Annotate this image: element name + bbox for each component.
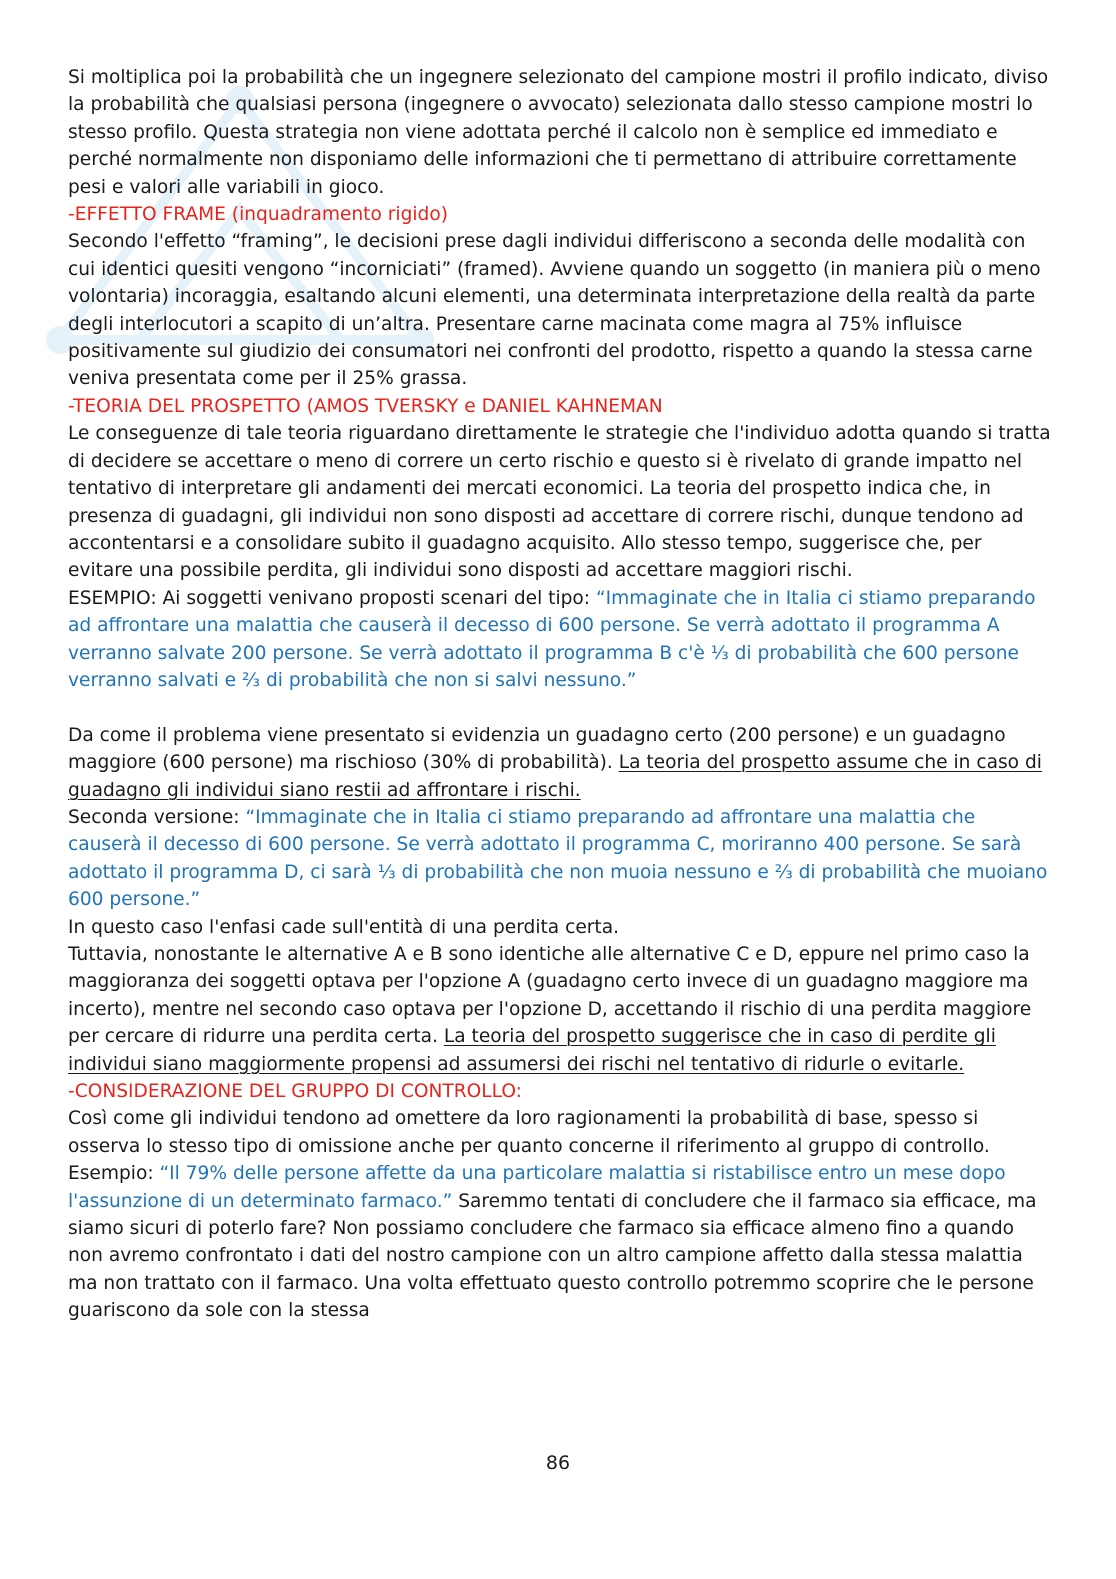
paragraph-text: Saremmo tentati di concludere che il farmaco sia efficace, ma siamo sicuri di poterlo fare? Non possiamo concludere che farmaco sia efficace almeno fino a quando non avremo confrontato i dati del nostro campione con un altro campione affetto dalla stessa malattia ma non trattato con il farmaco. Una volta effettuato questo controllo potremmo scoprire che le persone guariscono da sole con la stessa bbox=[68, 1190, 1037, 1322]
underlined-conclusion: La teoria del prospetto suggerisce che in caso di perdite gli individui siano maggiormente propensi ad assumersi dei rischi nel tentativo di ridurle o evitarle. bbox=[68, 1026, 996, 1075]
paragraph-text: Tuttavia, nonostante le alternative A e B sono identiche alle alternative C e D, eppure nel primo caso la maggioranza dei soggetti optava per l'opzione A (guadagno certo invece di un guadagno maggiore ma incerto), mentre nel secondo caso optava per l'opzione D, accettando il rischio di una perdita maggiore per cercare di ridurre una perdita certa. bbox=[68, 943, 1032, 1048]
section-heading-teoria-del-prospetto: -TEORIA DEL PROSPETTO (AMOS TVERSKY e DANIEL KAHNEMAN bbox=[68, 395, 663, 417]
paragraph: Così come gli individui tendono ad omettere da loro ragionamenti la probabilità di base, spesso si osserva lo stesso tipo di omissione anche per quanto concerne il riferimento al gruppo di controllo. bbox=[68, 1108, 990, 1157]
example-lead: ESEMPIO: Ai soggetti venivano proposti scenari del tipo: bbox=[68, 587, 596, 609]
underlined-conclusion: La teoria del prospetto assume che in caso di guadagno gli individui siano restii ad affrontare i rischi. bbox=[68, 752, 1042, 801]
example-paragraph bbox=[68, 1160, 1052, 1324]
paragraph: Secondo l'effetto “framing”, le decisioni prese dagli individui differiscono a seconda delle modalità con cui identici quesiti vengono “incorniciati” (framed). Avviene quando un soggetto (in maniera più o meno volontaria) incoraggia, esaltando alcuni elementi, una determinata interpretazione della realtà da parte degli interlocutori a scapito di un’altra. Presentare carne macinata come magra al 75% influisce positivamente sul giudizio dei consumatori nei confronti del prodotto, rispetto a quando la stessa carne veniva presentata come per il 25% grassa. bbox=[68, 231, 1041, 390]
paragraph bbox=[68, 722, 1052, 804]
second-version-paragraph bbox=[68, 804, 1052, 914]
paragraph-text: Da come il problema viene presentato si evidenzia un guadagno certo (200 persone) e un guadagno maggiore (600 persone) ma rischioso (30% di probabilità). bbox=[68, 724, 1006, 774]
paragraph: Si moltiplica poi la probabilità che un ingegnere selezionato del campione mostri il profilo indicato, diviso la probabilità che qualsiasi persona (ingegnere o avvocato) selezionata dallo stesso campione mostri lo stesso profilo. Questa strategia non viene adottata perché il calcolo non è semplice ed immediato e perché normalmente non disponiamo delle informazioni che ti permettano di attribuire correttamente pesi e valori alle variabili in gioco. bbox=[68, 67, 1049, 198]
paragraph bbox=[68, 941, 1052, 1078]
second-version-quote: “Immaginate che in Italia ci stiamo preparando ad affrontare una malattia che causerà il decesso di 600 persone. Se verrà adottato il programma C, moriranno 400 persone. Se sarà adottato il programma D, ci sarà ⅓ di probabilità che non muoia nessuno e ⅔ di probabilità che muoiano 600 persone.” bbox=[68, 806, 1048, 911]
example-quote: “Immaginate che in Italia ci stiamo preparando ad affrontare una malattia che causerà il decesso di 600 persone. Se verrà adottato il programma A verranno salvate 200 persone. Se verrà adottato il programma B c'è ⅓ di probabilità che 600 persone verranno salvati e ⅔ di probabilità che non si salvi nessuno.” bbox=[68, 587, 1036, 691]
second-version-lead: Seconda versione: bbox=[68, 806, 246, 828]
paragraph: Le conseguenze di tale teoria riguardano direttamente le strategie che l'individuo adotta quando si tratta di decidere se accettare o meno di correre un certo rischio e questo si è rivelato di grande impatto nel tentativo di interpretare gli andamenti dei mercati economici. La teoria del prospetto indica che, in presenza di guadagni, gli individui non sono disposti ad accettare di correre rischi, dunque tendono ad accontentarsi e a consolidare subito il guadagno acquisito. Allo stesso tempo, suggerisce che, per evitare una possibile perdita, gli individui sono disposti ad accettare maggiori rischi. bbox=[68, 423, 1051, 582]
section-heading-effetto-frame: -EFFETTO FRAME (inquadramento rigido) bbox=[68, 204, 448, 226]
page-number: 86 bbox=[545, 1452, 571, 1474]
paragraph: In questo caso l'enfasi cade sull'entità di una perdita certa. bbox=[68, 916, 620, 938]
section-heading-gruppo-di-controllo: -CONSIDERAZIONE DEL GRUPPO DI CONTROLLO: bbox=[68, 1081, 522, 1103]
example-paragraph bbox=[68, 585, 1052, 695]
document-body bbox=[68, 64, 1052, 1325]
example-lead: Esempio: bbox=[68, 1163, 160, 1185]
blank-line bbox=[68, 694, 1052, 721]
example-quote: “Il 79% delle persone affette da una particolare malattia si ristabilisce entro un mese dopo l'assunzione di un determinato farmaco.” bbox=[68, 1163, 1006, 1212]
